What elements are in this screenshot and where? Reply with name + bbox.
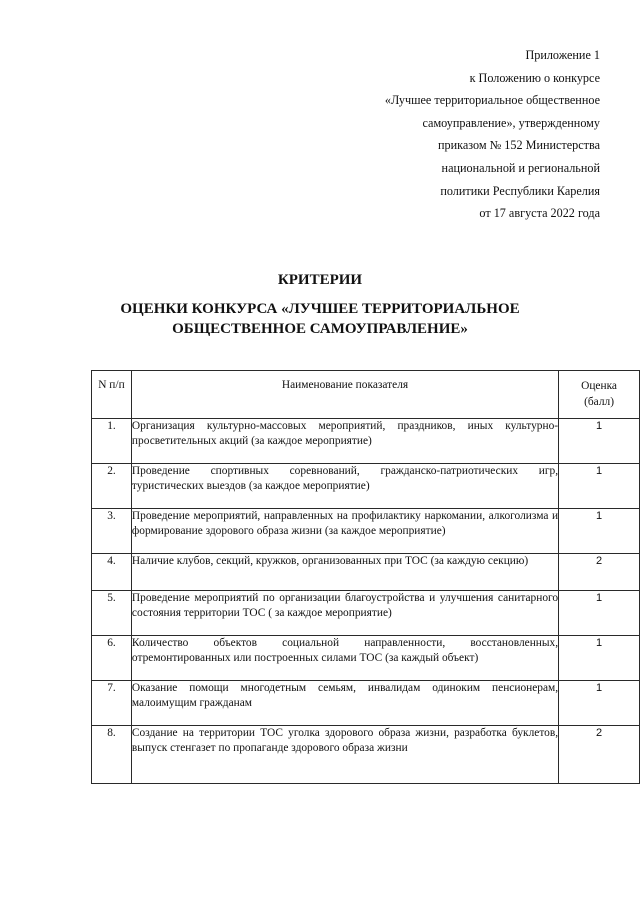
table-row xyxy=(92,464,640,509)
row-number: 6. xyxy=(92,636,132,681)
row-indicator-name: Создание на территории ТОС уголка здорового образа жизни, разработка буклетов, выпуск стенгазет по пропаганде здорового образа жизни xyxy=(131,726,558,784)
table-row xyxy=(92,681,640,726)
row-score: 1 xyxy=(559,464,640,509)
row-indicator-name: Оказание помощи многодетным семьям, инвалидам одиноким пенсионерам, малоимущим гражданам xyxy=(131,681,558,726)
table-row xyxy=(92,636,640,681)
appendix-line: Приложение 1 xyxy=(525,48,600,62)
table-row xyxy=(92,509,640,554)
table-row xyxy=(92,554,640,591)
appendix-line: самоуправление», утвержденному xyxy=(422,115,600,130)
table-row xyxy=(92,726,640,784)
appendix-line: политики Республики Карелия xyxy=(440,183,600,198)
row-number: 5. xyxy=(92,591,132,636)
row-number: 2. xyxy=(92,464,132,509)
header-number: N п/п xyxy=(92,371,132,419)
appendix-line: от 17 августа 2022 года xyxy=(479,206,600,221)
table-header-row xyxy=(92,371,640,419)
appendix-line: приказом № 152 Министерства xyxy=(437,138,600,153)
table-row xyxy=(92,591,640,636)
row-score: 1 xyxy=(559,419,640,464)
row-score: 1 xyxy=(559,681,640,726)
row-score: 2 xyxy=(559,726,640,784)
subtitle-line-1: ОЦЕНКИ КОНКУРСА «ЛУЧШЕЕ ТЕРРИТОРИАЛЬНОЕ xyxy=(120,301,520,317)
row-indicator-name: Проведение мероприятий, направленных на профилактику наркомании, алкоголизма и формирование здорового образа жизни (за каждое мероприятие) xyxy=(131,509,558,554)
criteria-table xyxy=(91,370,640,784)
row-indicator-name: Проведение мероприятий по организации благоустройства и улучшения санитарного состояния территории ТОС ( за каждое мероприятие) xyxy=(131,591,558,636)
row-indicator-name: Проведение спортивных соревнований, гражданско-патриотических игр, туристических выездов (за каждое мероприятие) xyxy=(131,464,558,509)
appendix-line: национальной и региональной xyxy=(441,160,600,175)
row-number: 3. xyxy=(92,509,132,554)
row-indicator-name: Организация культурно-массовых мероприятий, праздников, иных культурно-просветительных акций (за каждое мероприятие) xyxy=(131,419,558,464)
row-score: 1 xyxy=(559,636,640,681)
header-indicator-name: Наименование показателя xyxy=(131,371,558,419)
row-indicator-name: Количество объектов социальной направленности, восстановленных, отремонтированных или построенных силами ТОС (за каждый объект) xyxy=(131,636,558,681)
header-score-line-1: Оценка xyxy=(581,380,617,392)
appendix-block xyxy=(300,44,600,225)
row-number: 8. xyxy=(92,726,132,784)
table-row xyxy=(92,419,640,464)
row-number: 7. xyxy=(92,681,132,726)
document-subtitle xyxy=(0,299,640,339)
header-score-line-2: (балл) xyxy=(584,396,614,408)
row-number: 4. xyxy=(92,554,132,591)
row-indicator-name: Наличие клубов, секций, кружков, организованных при ТОС (за каждую секцию) xyxy=(131,554,558,591)
document-title: КРИТЕРИИ xyxy=(277,272,363,288)
subtitle-line-2: ОБЩЕСТВЕННОЕ САМОУПРАВЛЕНИЕ» xyxy=(172,321,468,337)
row-score: 1 xyxy=(559,509,640,554)
appendix-line: к Положению о конкурсе xyxy=(469,70,600,85)
appendix-line: «Лучшее территориальное общественное xyxy=(384,93,600,108)
header-score xyxy=(559,371,640,419)
row-score: 2 xyxy=(559,554,640,591)
row-number: 1. xyxy=(92,419,132,464)
row-score: 1 xyxy=(559,591,640,636)
